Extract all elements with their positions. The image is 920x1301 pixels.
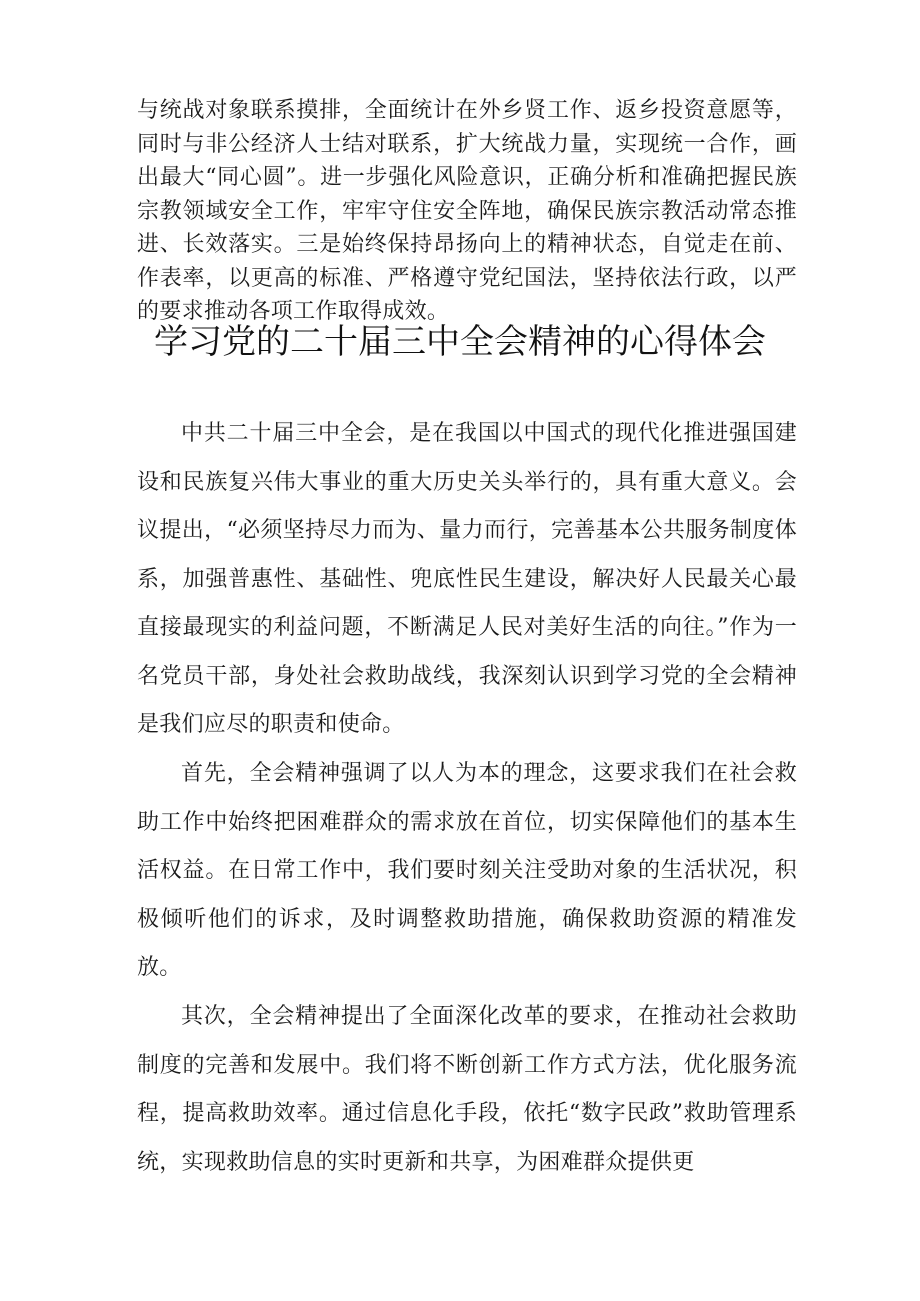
document-title: 学习党的二十届三中全会精神的心得体会 <box>154 322 766 362</box>
body-paragraph-2: 首先，全会精神强调了以人为本的理念，这要求我们在社会救助工作中始终把困难群众的需求放在首位，切实保障他们的基本生活权益。在日常工作中，我们要时刻关注受助对象的生活状况，积极倾听他们的诉求，及时调整救助措施，确保救助资源的精准发放。 <box>137 761 797 980</box>
body-paragraph-1: 中共二十届三中全会，是在我国以中国式的现代化推进强国建设和民族复兴伟大事业的重大历史关头举行的，具有重大意义。会议提出，“必须坚持尽力而为、量力而行，完善基本公共服务制度体系，加强普惠性、基础性、兜底性民生建设，解决好人民最关心最直接最现实的利益问题，不断满足人民对美好生活的向往。”作为一名党员干部，身处社会救助战线，我深刻认识到学习党的全会精神是我们应尽的职责和使命。 <box>137 421 797 737</box>
body-paragraph-3: 其次，全会精神提出了全面深化改革的要求，在推动社会救助制度的完善和发展中。我们将不断创新工作方式方法，优化服务流程，提高救助效率。通过信息化手段，依托“数字民政”救助管理系统，实现救助信息的实时更新和共享，为困难群众提供更 <box>137 1004 797 1175</box>
intro-paragraph: 与统战对象联系摸排，全面统计在外乡贤工作、返乡投资意愿等，同时与非公经济人士结对联系，扩大统战力量，实现统一合作，画出最大“同心圆”。进一步强化风险意识，正确分析和准确把握民族宗教领域安全工作，牢牢守住安全阵地，确保民族宗教活动常态推进、长效落实。三是始终保持昂扬向上的精神状态，自觉走在前、作表率，以更高的标准、严格遵守党纪国法，坚持依法行政，以严的要求推动各项工作取得成效。 <box>137 98 797 324</box>
